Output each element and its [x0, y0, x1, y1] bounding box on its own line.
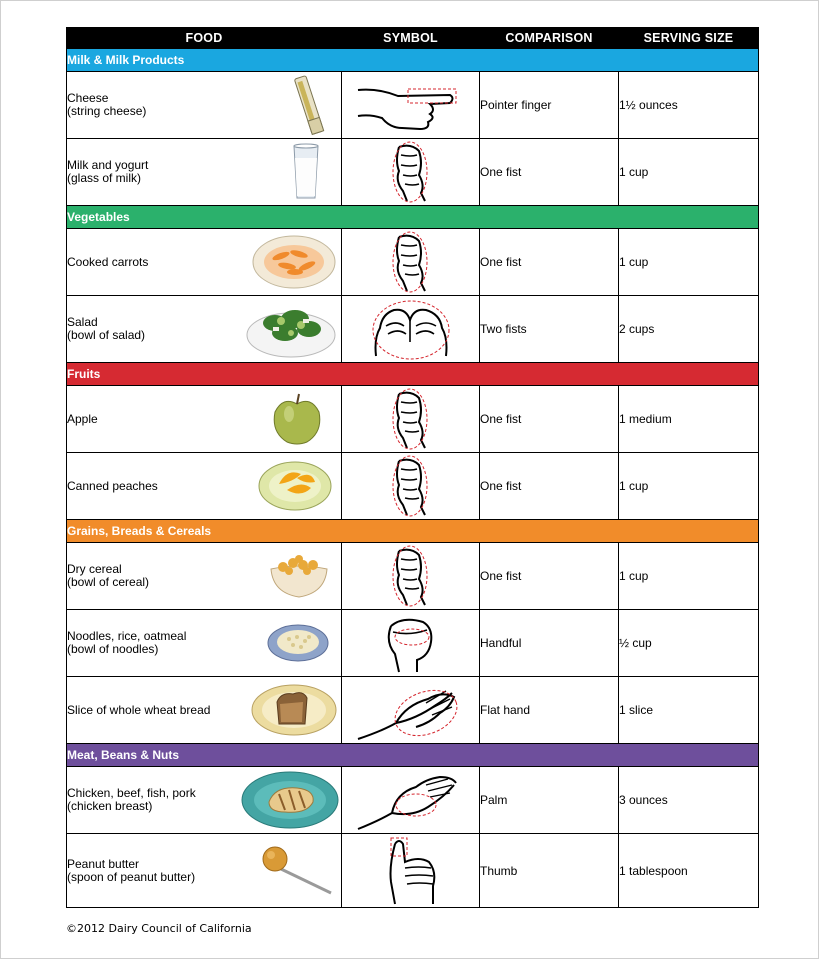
food-name: Noodles, rice, oatmeal [67, 629, 187, 643]
header-comparison: COMPARISON [480, 28, 619, 49]
symbol-cell [342, 72, 480, 139]
food-cell [67, 677, 342, 744]
table-row [67, 767, 759, 834]
category-meat: Meat, Beans & Nuts [67, 744, 759, 767]
symbol-cell [342, 139, 480, 206]
header-serving-size: SERVING SIZE [619, 28, 759, 49]
header-food: FOOD [67, 28, 342, 49]
serving-cell: 3 ounces [619, 767, 759, 834]
table-row [67, 677, 759, 744]
serving-cell: 1 slice [619, 677, 759, 744]
thumb-icon [379, 836, 443, 906]
food-cell [67, 72, 342, 139]
category-vegetables: Vegetables [67, 206, 759, 229]
food-name: Slice of whole wheat bread [67, 702, 211, 717]
fist-icon [381, 545, 441, 607]
food-detail: (glass of milk) [67, 171, 142, 185]
table-row [67, 229, 759, 296]
food-name: Dry cereal [67, 562, 122, 576]
food-detail: (string cheese) [67, 104, 147, 118]
serving-cell: 1 tablespoon [619, 834, 759, 908]
comparison-cell: One fist [480, 453, 619, 520]
food-cell [67, 543, 342, 610]
serving-cell: ½ cup [619, 610, 759, 677]
symbol-cell [342, 834, 480, 908]
food-name: Canned peaches [67, 478, 158, 493]
serving-cell: 1½ ounces [619, 72, 759, 139]
table-row [67, 386, 759, 453]
food-cell [67, 834, 342, 908]
table-header-row [67, 28, 759, 49]
comparison-cell: Palm [480, 767, 619, 834]
symbol-cell [342, 677, 480, 744]
food-cell [67, 296, 342, 363]
food-cell [67, 139, 342, 206]
comparison-cell: One fist [480, 229, 619, 296]
comparison-cell: Thumb [480, 834, 619, 908]
food-detail: (bowl of cereal) [67, 575, 150, 589]
food-cell [67, 453, 342, 520]
symbol-cell [342, 386, 480, 453]
serving-cell: 1 cup [619, 543, 759, 610]
serving-cell: 1 cup [619, 139, 759, 206]
two-fists-icon [370, 298, 452, 360]
table-row [67, 610, 759, 677]
food-detail: (chicken breast) [67, 799, 153, 813]
food-cell [67, 610, 342, 677]
food-name: Chicken, beef, fish, pork [67, 786, 196, 800]
fist-icon [381, 388, 441, 450]
food-name: Salad [67, 315, 98, 329]
table-row [67, 453, 759, 520]
comparison-cell: One fist [480, 386, 619, 453]
serving-cell: 1 cup [619, 229, 759, 296]
table-row [67, 72, 759, 139]
food-cell [67, 767, 342, 834]
symbol-cell [342, 229, 480, 296]
food-detail: (bowl of salad) [67, 328, 146, 342]
food-name: Apple [67, 411, 98, 426]
comparison-cell: Two fists [480, 296, 619, 363]
palm-icon [356, 769, 466, 831]
food-detail: (spoon of peanut butter) [67, 869, 196, 884]
symbol-cell [342, 453, 480, 520]
flat-hand-icon [356, 679, 466, 741]
symbol-cell [342, 543, 480, 610]
food-name: Milk and yogurt [67, 158, 149, 172]
food-detail: (bowl of noodles) [67, 642, 159, 656]
serving-cell: 1 cup [619, 453, 759, 520]
comparison-cell: Flat hand [480, 677, 619, 744]
table-row [67, 139, 759, 206]
category-milk: Milk & Milk Products [67, 49, 759, 72]
fist-icon [381, 455, 441, 517]
fist-icon [381, 141, 441, 203]
symbol-cell [342, 296, 480, 363]
food-cell [67, 229, 342, 296]
serving-cell: 1 medium [619, 386, 759, 453]
handful-icon [379, 612, 443, 674]
header-symbol: SYMBOL [342, 28, 480, 49]
symbol-cell [342, 610, 480, 677]
food-name: Cooked carrots [67, 254, 149, 269]
food-name: Peanut butter [67, 856, 140, 871]
table-row [67, 543, 759, 610]
food-cell [67, 386, 342, 453]
comparison-cell: One fist [480, 139, 619, 206]
table-row [67, 834, 759, 908]
fist-icon [381, 231, 441, 293]
pointer-finger-icon [356, 76, 466, 134]
symbol-cell [342, 767, 480, 834]
serving-size-table [66, 27, 759, 908]
comparison-cell: One fist [480, 543, 619, 610]
serving-cell: 2 cups [619, 296, 759, 363]
copyright-footer: ©2012 Dairy Council of California [66, 922, 252, 935]
comparison-cell: Handful [480, 610, 619, 677]
category-fruits: Fruits [67, 363, 759, 386]
table-row [67, 296, 759, 363]
food-name: Cheese [67, 91, 109, 105]
category-grains: Grains, Breads & Cereals [67, 520, 759, 543]
comparison-cell: Pointer finger [480, 72, 619, 139]
